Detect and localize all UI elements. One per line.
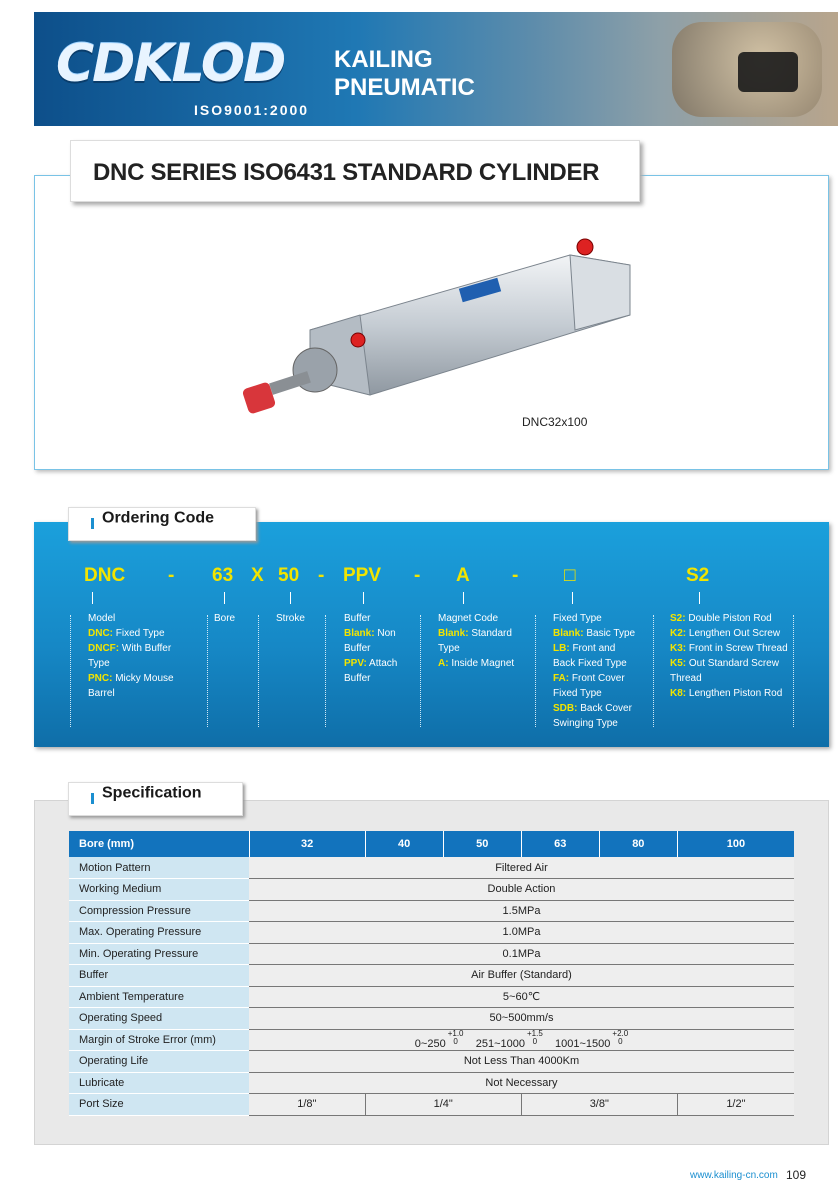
code-description-line: Model xyxy=(88,613,116,624)
code-description-line: Bore xyxy=(214,613,236,624)
header-cell: 80 xyxy=(599,831,677,857)
header-cell: 50 xyxy=(443,831,521,857)
table-row xyxy=(69,857,794,879)
code-dash: - xyxy=(318,565,325,586)
code-dash: - xyxy=(168,565,175,586)
table-row xyxy=(69,965,794,987)
table-row xyxy=(69,1072,794,1094)
code-x: X xyxy=(251,565,264,586)
column-divider xyxy=(653,615,654,727)
header-banner xyxy=(34,12,838,126)
code-description-line: Fixed Type xyxy=(553,613,602,624)
code-connector xyxy=(363,592,364,604)
row-label: Min. Operating Pressure xyxy=(69,943,249,965)
code-connector xyxy=(463,592,464,604)
code-description-line: Blank: Standard xyxy=(438,628,512,639)
table-row xyxy=(69,943,794,965)
iso-certification: ISO9001:2000 xyxy=(194,102,310,118)
header-cell: 40 xyxy=(365,831,443,857)
page-number: 109 xyxy=(786,1168,807,1182)
row-label: Compression Pressure xyxy=(69,900,249,922)
code-stroke: 50 xyxy=(278,565,300,586)
code-description-line: PNC: Micky Mouse xyxy=(88,673,174,684)
table-header xyxy=(69,831,794,857)
row-value: 1/8" xyxy=(249,1094,365,1116)
code-description-line: LB: Front and xyxy=(553,643,616,654)
row-label: Working Medium xyxy=(69,879,249,901)
code-description-line: Blank: Basic Type xyxy=(553,628,636,639)
code-connector xyxy=(224,592,225,604)
website-link[interactable]: www.kailing-cn.com xyxy=(690,1170,778,1181)
code-connector xyxy=(92,592,93,604)
col-buffer xyxy=(344,611,414,686)
row-value: 1/2" xyxy=(677,1094,794,1116)
table-row xyxy=(69,1094,794,1116)
code-fixed-type: □ xyxy=(564,565,576,586)
table-row xyxy=(69,1008,794,1030)
code-description-line: Type xyxy=(88,658,110,669)
ordering-code-tab xyxy=(68,507,256,541)
row-value: 0.1MPa xyxy=(249,943,794,965)
col-stroke xyxy=(276,611,321,626)
row-label: Margin of Stroke Error (mm) xyxy=(69,1029,249,1051)
code-description-line: DNC: Fixed Type xyxy=(88,628,165,639)
code-model: DNC xyxy=(84,565,126,586)
code-option: S2 xyxy=(686,565,710,586)
col-magnet xyxy=(438,611,533,671)
row-value: 0~250+1.0 0 251~1000+1.5 0 1001~1500+2.0 0 xyxy=(249,1029,794,1051)
row-label: Ambient Temperature xyxy=(69,986,249,1008)
col-bore xyxy=(214,611,254,626)
code-description-line: K8: Lengthen Piston Rod xyxy=(670,688,783,699)
table-row xyxy=(69,900,794,922)
specification-table xyxy=(69,831,794,1116)
code-dash: - xyxy=(414,565,421,586)
code-description-line: Thread xyxy=(670,673,702,684)
tab-marker xyxy=(91,793,94,804)
table-row xyxy=(69,986,794,1008)
row-value: 1/4" xyxy=(365,1094,521,1116)
row-value: Double Action xyxy=(249,879,794,901)
header-cell: Bore (mm) xyxy=(69,831,249,857)
code-description-line: Magnet Code xyxy=(438,613,499,624)
header-cell: 32 xyxy=(249,831,365,857)
product-caption: DNC32x100 xyxy=(522,415,588,429)
code-buffer: PPV xyxy=(343,565,382,586)
table-row xyxy=(69,1029,794,1051)
code-description-line: DNCF: With Buffer xyxy=(88,643,172,654)
code-description-line: K3: Front in Screw Thread xyxy=(670,643,788,654)
row-value: 5~60℃ xyxy=(249,986,794,1008)
code-description-line: K5: Out Standard Screw xyxy=(670,658,779,669)
row-label: Buffer xyxy=(69,965,249,987)
code-description-line: A: Inside Magnet xyxy=(438,658,515,669)
table-row xyxy=(69,922,794,944)
row-value: 50~500mm/s xyxy=(249,1008,794,1030)
code-magnet: A xyxy=(456,565,470,586)
column-divider xyxy=(535,615,536,727)
row-value: 1.5MPa xyxy=(249,900,794,922)
column-divider xyxy=(207,615,208,727)
code-description-line: S2: Double Piston Rod xyxy=(670,613,772,624)
row-label: Operating Speed xyxy=(69,1008,249,1030)
code-description-line: Blank: Non xyxy=(344,628,396,639)
code-description-line: SDB: Back Cover xyxy=(553,703,632,714)
code-description-line: K2: Lengthen Out Screw xyxy=(670,628,781,639)
code-description-line: Type xyxy=(438,643,460,654)
page-title: DNC SERIES ISO6431 STANDARD CYLINDER xyxy=(93,159,600,186)
column-divider xyxy=(258,615,259,727)
row-label: Motion Pattern xyxy=(69,857,249,879)
ordering-code-heading: Ordering Code xyxy=(102,509,215,527)
row-label: Lubricate xyxy=(69,1072,249,1094)
specification-tab xyxy=(68,782,243,816)
row-value: 3/8" xyxy=(521,1094,677,1116)
cylinder-photo xyxy=(240,235,640,425)
row-value: Not Necessary xyxy=(249,1072,794,1094)
table-row xyxy=(69,879,794,901)
column-divider xyxy=(420,615,421,727)
code-description-line: Swinging Type xyxy=(553,718,618,729)
valve-photo-detail xyxy=(738,52,798,92)
code-connector xyxy=(572,592,573,604)
code-description-line: Buffer xyxy=(344,643,371,654)
row-label: Max. Operating Pressure xyxy=(69,922,249,944)
title-tab xyxy=(70,140,640,202)
header-cell: 63 xyxy=(521,831,599,857)
code-description-line: Buffer xyxy=(344,673,371,684)
code-bore: 63 xyxy=(212,565,234,586)
code-description-line: Back Fixed Type xyxy=(553,658,627,669)
column-divider xyxy=(70,615,71,727)
code-description-line: Stroke xyxy=(276,613,305,624)
row-label: Operating Life xyxy=(69,1051,249,1073)
code-description-line: PPV: Attach xyxy=(344,658,398,669)
brand-name: KAILING PNEUMATIC xyxy=(334,46,475,101)
row-value: Not Less Than 4000Km xyxy=(249,1051,794,1073)
row-value: Air Buffer (Standard) xyxy=(249,965,794,987)
code-description-line: Barrel xyxy=(88,688,115,699)
column-divider xyxy=(793,615,794,727)
code-description-line: Buffer xyxy=(344,613,371,624)
specification-heading: Specification xyxy=(102,784,202,802)
column-divider xyxy=(325,615,326,727)
code-connector xyxy=(290,592,291,604)
col-model xyxy=(88,611,200,701)
tab-marker xyxy=(91,518,94,529)
code-description-line: Fixed Type xyxy=(553,688,602,699)
table-row xyxy=(69,1051,794,1073)
company-logo: CDKLOD xyxy=(56,34,285,94)
code-dash: - xyxy=(512,565,519,586)
header-cell: 100 xyxy=(677,831,794,857)
row-value: 1.0MPa xyxy=(249,922,794,944)
col-option xyxy=(670,611,792,701)
code-description-line: FA: Front Cover xyxy=(553,673,625,684)
row-value: Filtered Air xyxy=(249,857,794,879)
row-label: Port Size xyxy=(69,1094,249,1116)
col-fixed-type xyxy=(553,611,653,731)
code-connector xyxy=(699,592,700,604)
